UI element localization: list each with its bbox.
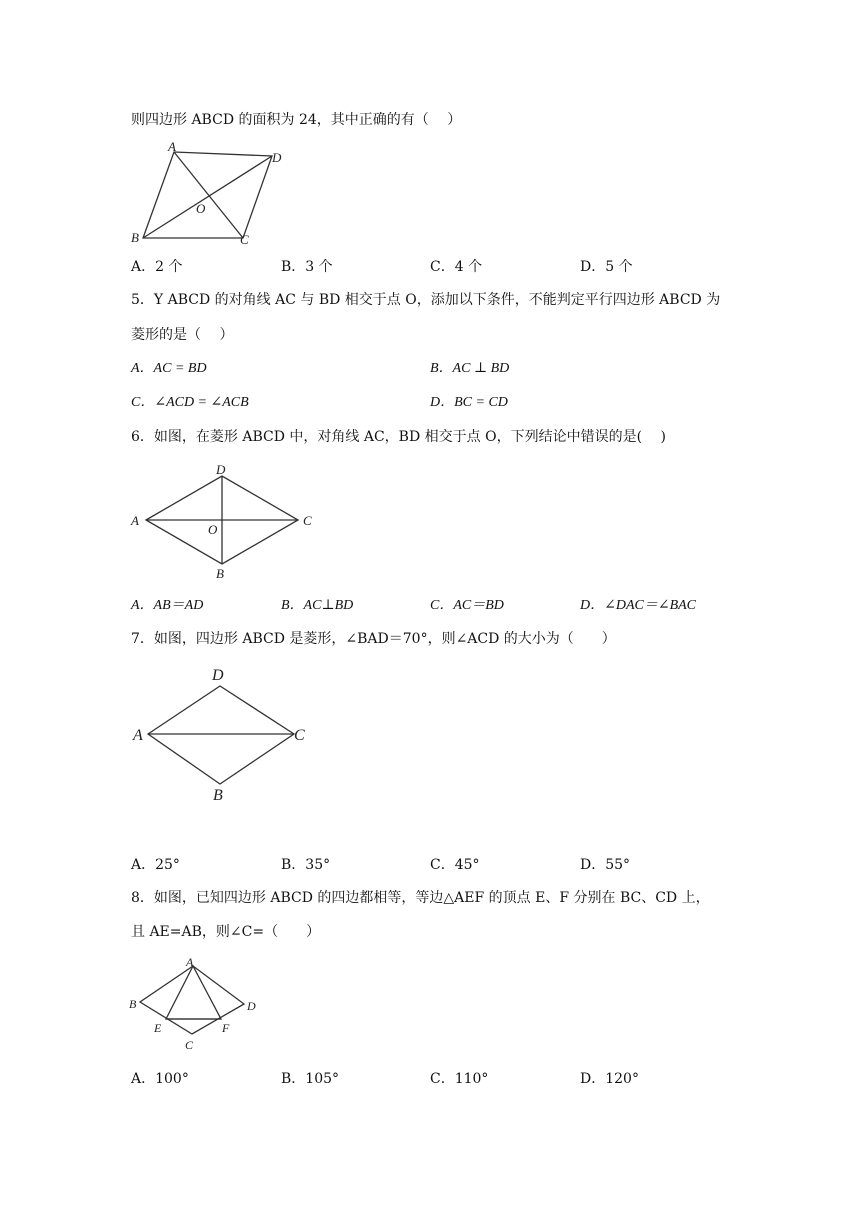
q5-option-a: A．AC = BD bbox=[131, 361, 207, 376]
q8-rhombus-triangle-figure bbox=[128, 952, 260, 1056]
q8-option-d: D．120° bbox=[580, 1071, 639, 1087]
q8-label-c: C bbox=[185, 1038, 194, 1052]
q8-stem-line1: 8．如图，已知四边形 ABCD 的四边都相等，等边△AEF 的顶点 E、F 分别在 BC、CD 上， bbox=[131, 890, 710, 906]
q8-label-a: A bbox=[186, 955, 194, 969]
q7-stem: 7．如图，四边形 ABCD 是菱形，∠BAD＝70°，则∠ACD 的大小为（ ） bbox=[131, 631, 616, 647]
q4-option-a: A．2 个 bbox=[131, 259, 183, 275]
q8-label-e: E bbox=[154, 1021, 162, 1035]
q6-label-o: O bbox=[208, 522, 218, 537]
q5-option-b: B．AC ⊥ BD bbox=[430, 361, 510, 376]
q4-label-o: O bbox=[196, 201, 206, 216]
q7-option-d: D．55° bbox=[580, 857, 631, 873]
q5-stem-line1: 5．Y ABCD 的对角线 AC 与 BD 相交于点 O，添加以下条件，不能判定平行四边形 ABCD 为 bbox=[131, 292, 721, 308]
q4-label-c: C bbox=[240, 232, 249, 246]
q6-label-a: A bbox=[131, 513, 139, 528]
q6-rhombus-figure bbox=[128, 460, 323, 582]
q6-stem: 6．如图，在菱形 ABCD 中，对角线 AC，BD 相交于点 O，下列结论中错误的是( ) bbox=[131, 429, 666, 445]
q6-label-b: B bbox=[216, 566, 224, 581]
q7-label-a: A bbox=[133, 727, 143, 744]
q4-option-d: D．5 个 bbox=[580, 259, 633, 275]
q4-option-b: B．3 个 bbox=[281, 259, 333, 275]
q8-option-a: A．100° bbox=[131, 1071, 189, 1087]
q4-parallelogram-figure bbox=[128, 140, 298, 246]
q7-label-b: B bbox=[213, 787, 223, 804]
q6-label-c: C bbox=[303, 513, 312, 528]
q6-option-a: A．AB＝AD bbox=[131, 598, 204, 613]
q7-option-b: B．35° bbox=[281, 857, 331, 873]
q7-label-d: D bbox=[212, 667, 224, 684]
q4-tail-text: 则四边形 ABCD 的面积为 24，其中正确的有（ ） bbox=[131, 112, 462, 128]
q4-label-d: D bbox=[272, 150, 282, 165]
q8-label-f: F bbox=[222, 1021, 230, 1035]
q7-option-c: C．45° bbox=[430, 857, 480, 873]
q6-option-d: D．∠DAC＝∠BAC bbox=[580, 598, 697, 613]
q6-option-b: B．AC⊥BD bbox=[281, 598, 354, 613]
q7-rhombus-figure bbox=[128, 662, 318, 804]
q5-option-c: C．∠ACD = ∠ACB bbox=[131, 395, 249, 410]
q6-option-c: C．AC＝BD bbox=[430, 598, 504, 613]
q8-option-c: C．110° bbox=[430, 1071, 489, 1087]
q8-label-b: B bbox=[129, 997, 137, 1011]
q4-label-a: A bbox=[168, 140, 176, 154]
q7-option-a: A．25° bbox=[131, 857, 180, 873]
q6-label-d: D bbox=[216, 462, 226, 477]
q8-stem-line2: 且 AE=AB，则∠C=（ ） bbox=[131, 924, 321, 940]
q8-option-b: B．105° bbox=[281, 1071, 340, 1087]
q8-label-d: D bbox=[247, 999, 256, 1013]
q4-label-b: B bbox=[131, 230, 139, 245]
q7-label-c: C bbox=[294, 727, 305, 744]
q4-option-c: C．4 个 bbox=[430, 259, 483, 275]
q5-stem-line2: 菱形的是（ ） bbox=[131, 327, 234, 343]
q5-option-d: D．BC = CD bbox=[430, 395, 508, 410]
